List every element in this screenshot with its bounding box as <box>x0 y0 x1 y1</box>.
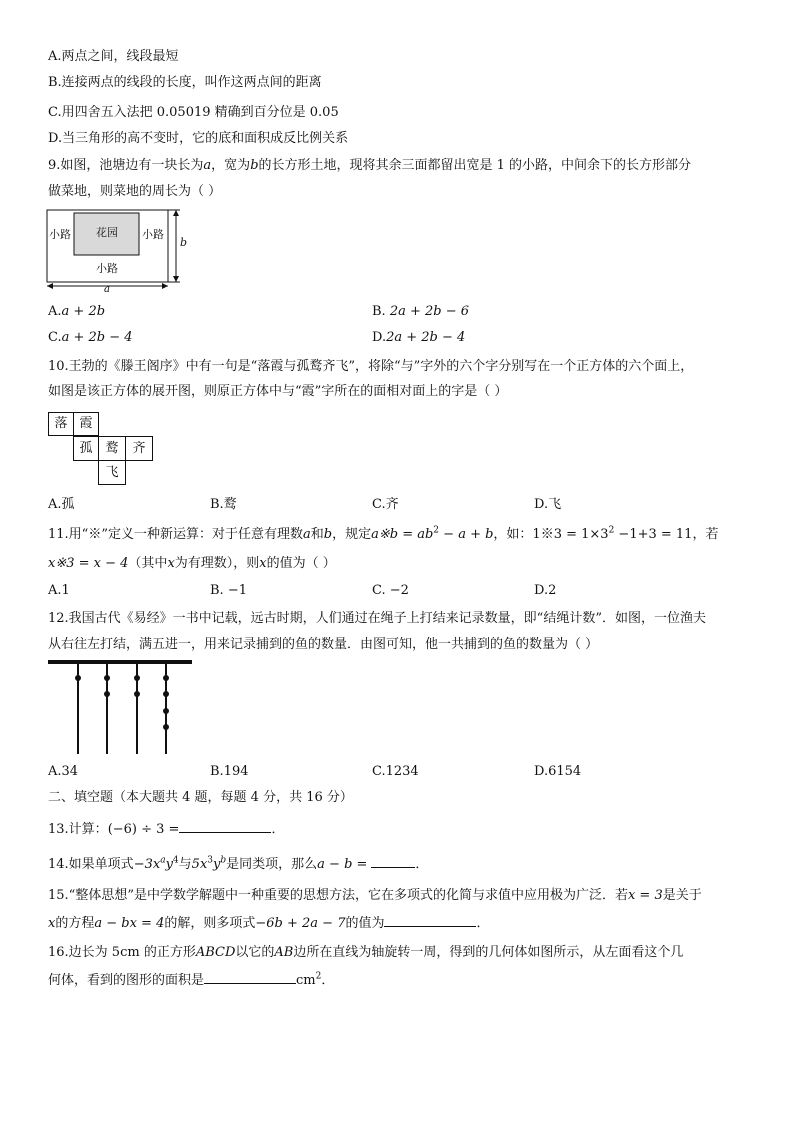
unit: cm <box>296 973 316 988</box>
q16-text: 以它的 <box>235 945 275 960</box>
square-name: ABCD <box>195 945 236 960</box>
q9-diagram <box>46 208 196 296</box>
q10-stem-line2: 如图是该正方体的展开图，则原正方体中与“霞”字所在的面相对面上的字是（ ） <box>48 384 508 399</box>
q15-stem-line2 <box>48 914 490 933</box>
net-cell-5: 齐 <box>125 436 153 461</box>
q11-text: 和 <box>310 527 324 542</box>
opt-expr: 2a + 2b − 6 <box>389 304 470 319</box>
q8-option-d: D.当三角形的高不变时，它的底和面积成反比例关系 <box>48 131 349 146</box>
opt-letter: D. <box>372 330 387 345</box>
exponent: 2 <box>608 525 615 536</box>
net-cell-1: 落 <box>48 412 74 436</box>
term-2: 5x <box>191 857 208 872</box>
path-bottom-label: 小路 <box>96 262 118 275</box>
q9-text: ，宽为 <box>211 158 251 173</box>
exponent: 4 <box>172 855 179 866</box>
q10-option-d: D.飞 <box>534 497 562 512</box>
q10-option-b: B.鹜 <box>210 497 237 512</box>
exponent: b <box>220 855 227 866</box>
q15-text: 的值为 <box>345 916 385 931</box>
q12-option-b: B.194 <box>210 764 249 779</box>
q11-stem-line2 <box>48 555 336 573</box>
exponent: 3 <box>207 855 214 866</box>
q13-expr: (−6) ÷ 3 = <box>107 822 180 837</box>
net-cell-2: 霞 <box>73 412 99 436</box>
q15-text: 的方程 <box>55 916 95 931</box>
path-left-label: 小路 <box>49 228 71 241</box>
q16-text: 16.边长为 5cm 的正方形 <box>48 945 196 960</box>
q11-option-c: C. −2 <box>372 583 409 598</box>
dim-a-label: a <box>104 284 110 295</box>
var-b: b <box>323 527 333 542</box>
var-x: x <box>48 916 56 931</box>
q11-text: 的值为（ ） <box>266 556 336 571</box>
side-name: AB <box>274 945 294 960</box>
q13-text: 13.计算： <box>48 822 108 837</box>
q14-text: ． <box>415 857 429 872</box>
q10-option-a: A.孤 <box>48 497 75 512</box>
knot-rope-figure <box>46 658 196 758</box>
q15-text: ． <box>476 916 490 931</box>
var-x: x <box>167 556 175 571</box>
q9-stem-line2: 做菜地，则菜地的周长为（ ） <box>48 184 222 199</box>
opt-expr: a + 2b <box>61 304 106 319</box>
q16-stem-line2 <box>48 971 334 990</box>
q12-option-a: A.34 <box>48 764 79 779</box>
q9-text: 的长方形土地，现将其余三面都留出宽是 1 的小路，中间余下的长方形部分 <box>258 158 692 173</box>
q9-option-d <box>372 329 465 347</box>
exponent: a <box>160 855 166 866</box>
section-heading: 二、填空题（本大题共 4 题，每题 4 分，共 16 分） <box>48 790 353 805</box>
q9-option-b <box>372 303 469 321</box>
q14-text: 是同类项，那么 <box>226 857 318 872</box>
var-a: a <box>203 158 212 173</box>
q8-option-b: B.连接两点的线段的长度，叫作这两点间的距离 <box>48 75 322 90</box>
q16-text: 何体，看到的图形的面积是 <box>48 973 205 988</box>
q14-text: 与 <box>178 857 192 872</box>
q9-option-a <box>48 303 105 321</box>
term-2: y <box>213 857 221 872</box>
def-expr: − a + b <box>439 527 494 542</box>
q12-option-c: C.1234 <box>372 764 419 779</box>
q15-expr: a − bx = 4 <box>94 916 165 931</box>
q9-option-c <box>48 329 133 347</box>
opt-expr: 2a + 2b − 4 <box>386 330 466 345</box>
def-expr: a※b = ab <box>371 527 434 542</box>
q15-expr: −6b + 2a − 7 <box>255 916 346 931</box>
q9-text: 9.如图，池塘边有一块长为 <box>48 158 204 173</box>
q8-option-a: A.两点之间，线段最短 <box>48 49 179 64</box>
q16-stem-line1 <box>48 944 683 962</box>
q11-option-b: B. −1 <box>210 583 247 598</box>
q10-option-c: C.齐 <box>372 497 399 512</box>
opt-expr: a + 2b − 4 <box>61 330 133 345</box>
term-1: −3x <box>133 857 161 872</box>
q12-option-d: D.6154 <box>534 764 582 779</box>
q10-stem-line1: 10.王勃的《滕王阁序》中有一句是“落霞与孤鹜齐飞”，将除“与”字外的六个字分别写在一个正方体的六个面上， <box>48 359 694 374</box>
net-cell-6: 飞 <box>98 460 126 485</box>
example-expr: ，如：1※3 = 1×3 <box>493 527 609 542</box>
q11-option-d: D.2 <box>534 583 557 598</box>
dim-b-label: b <box>180 236 188 249</box>
exponent: 2 <box>433 525 440 536</box>
answer-blank[interactable] <box>371 855 415 868</box>
term-1: y <box>165 857 173 872</box>
q15-text: 是关于 <box>662 888 702 903</box>
q8-option-c: C.用四舍五入法把 0.05019 精确到百分位是 0.05 <box>48 105 339 120</box>
q11-text: 为有理数），则 <box>174 556 260 571</box>
q15-text: 15.“整体思想”是中学数学解题中一种重要的思想方法，它在多项式的化简与求值中应用极为广泛．若 <box>48 888 628 903</box>
q11-text: ，规定 <box>332 527 372 542</box>
answer-blank[interactable] <box>384 914 476 927</box>
example-expr: −1+3 = 11，若 <box>614 527 719 542</box>
q9-figure <box>46 208 196 296</box>
q11-text: 11.用“※”定义一种新运算：对于任意有理数 <box>48 527 303 542</box>
q14-text: 14.如果单项式 <box>48 857 134 872</box>
exponent: 2 <box>315 971 322 982</box>
q14-stem <box>48 855 428 874</box>
q13-text: ． <box>271 822 285 837</box>
q15-text: 的解，则多项式 <box>164 916 256 931</box>
opt-letter: C. <box>48 330 62 345</box>
q16-text: 边所在直线为轴旋转一周，得到的几何体如图所示，从左面看这个几 <box>293 945 684 960</box>
net-cell-3: 孤 <box>73 436 99 461</box>
q11-stem-line1 <box>48 526 718 544</box>
answer-blank[interactable] <box>204 971 296 984</box>
net-cell-4: 鹜 <box>98 436 126 461</box>
q14-expr: a − b = <box>317 857 368 872</box>
q16-text: ． <box>321 973 335 988</box>
q15-expr: x = 3 <box>627 888 663 903</box>
var-a: a <box>302 527 311 542</box>
opt-letter: A. <box>48 304 62 319</box>
var-b: b <box>250 158 259 173</box>
var-x: x <box>259 556 267 571</box>
q11-text: （其中 <box>128 556 168 571</box>
q11-option-a: A.1 <box>48 583 70 598</box>
condition-expr: x※3 = x − 4 <box>48 556 129 571</box>
opt-letter: B. <box>372 304 390 319</box>
garden-label: 花园 <box>96 226 118 239</box>
answer-blank[interactable] <box>179 820 271 833</box>
q13-stem <box>48 820 284 839</box>
q15-stem-line1 <box>48 887 702 905</box>
path-right-label: 小路 <box>142 228 164 241</box>
q9-stem-line1 <box>48 157 691 175</box>
q12-stem-line2: 从右往左打结，满五进一，用来记录捕到的鱼的数量．由图可知，他一共捕到的鱼的数量为（ ） <box>48 637 599 652</box>
q12-stem-line1: 12.我国古代《易经》一书中记载，远古时期，人们通过在绳子上打结来记录数量，即“结绳计数”．如图，一位渔夫 <box>48 611 706 626</box>
